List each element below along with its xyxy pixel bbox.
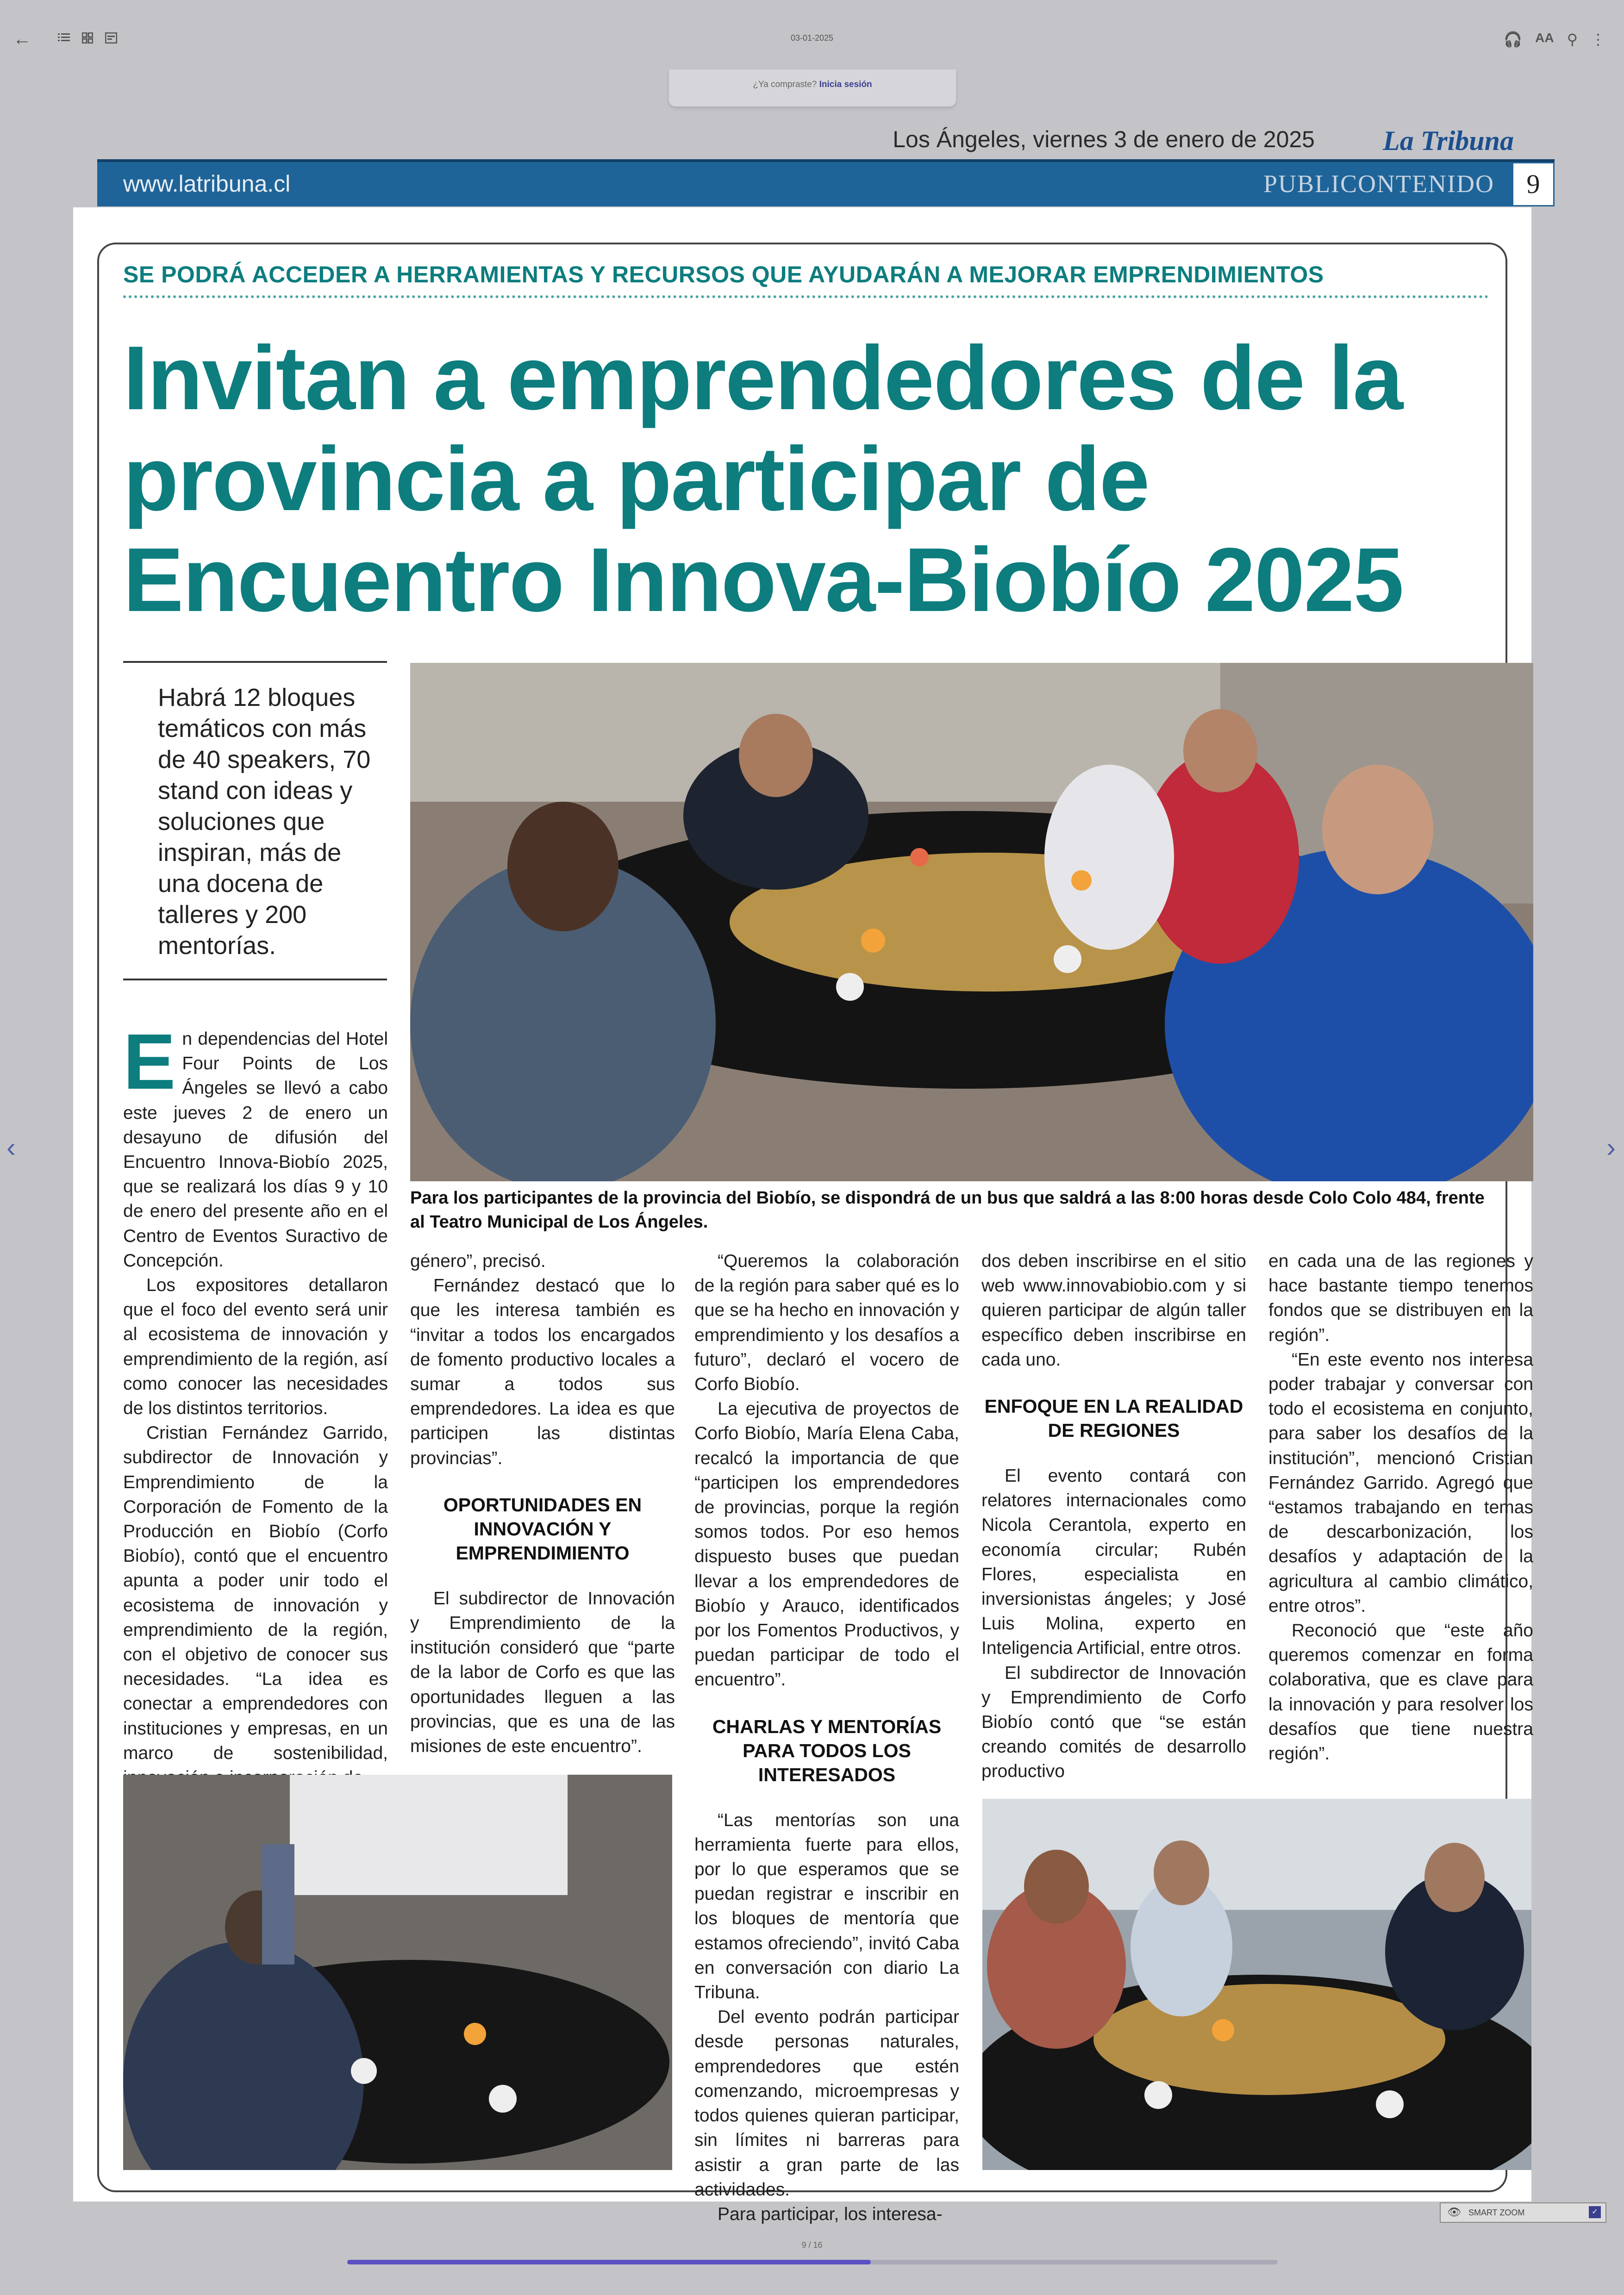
page-progress-bar[interactable]: [347, 2260, 1278, 2264]
article-column-3: [694, 1249, 959, 2226]
paragraph-text: n dependencias del Hotel Four Points de Los Ángeles se llevó a cabo este jueves 2 de enero un desayuno de difusión del Encuentro Innova-Biobío 2025, que se realizará los días 9 y 10 de enero del presente año en el Centro de Eventos Suractivo de Concepción.: [123, 1029, 388, 1271]
login-prompt: [669, 69, 956, 106]
search-icon[interactable]: ⚲: [1567, 31, 1578, 48]
site-url: www.latribuna.cl: [123, 171, 291, 197]
section-bar: [97, 159, 1555, 206]
edition-date: 03-01-2025: [790, 33, 834, 43]
paragraph: “Las mentorías son una herramienta fuerte para ellos, por lo que esperamos que se puedan registrar e inscribir en los bloques de mentoría que estamos ofreciendo”, invitó Caba en conversación con diario La Tribuna.: [694, 1810, 959, 2003]
photo-caption: Para los participantes de la provincia del Biobío, se dispondrá de un bus que saldrá a las 8:00 horas desde Colo Colo 484, frente al Teatro Municipal de Los Ángeles.: [410, 1188, 1485, 1232]
article-column-1: [123, 1018, 388, 1790]
paragraph: género”, precisó.: [410, 1251, 546, 1271]
newspaper-logo: La Tribuna: [1383, 125, 1514, 156]
paragraph: Del evento podrán participar desde personas naturales, emprendedores que estén comenzando, microempresas y todos quienes quieran participar, sin límites ni barreras para asistir a gran parte de las actividades.: [694, 2007, 959, 2200]
article-column-4: [981, 1249, 1246, 1784]
presentation-image: [123, 1775, 672, 2170]
masthead: [97, 121, 1555, 163]
more-options-icon[interactable]: ⋮: [1591, 31, 1605, 48]
page-progress-fill: [347, 2260, 871, 2264]
drop-cap: E: [123, 1018, 176, 1106]
page-number: 9: [1512, 162, 1555, 206]
paragraph: El evento contará con relatores internacionales como Nicola Cerantola, experto en economía circular; Rubén Flores, especialista en inversionistas ángeles; y José Luis Molina, experto en Inteligencia Artificial, entre otros.: [981, 1466, 1246, 1659]
smart-zoom-label: SMART ZOOM: [1468, 2208, 1525, 2217]
table-guests-image: [982, 1799, 1531, 2170]
pull-quote: Habrá 12 bloques temáticos con más de 40 speakers, 70 stand con ideas y soluciones que inspiran, más de una docena de talleres y 200 mentorías.: [123, 661, 387, 980]
masthead-date: Los Ángeles, viernes 3 de enero de 2025: [893, 126, 1315, 152]
article-column-2: [410, 1249, 675, 1759]
breakfast-meeting-image: [410, 663, 1533, 1181]
article-kicker: SE PODRÁ ACCEDER A HERRAMIENTAS Y RECURSOS QUE AYUDARÁN A MEJORAR EMPRENDIMIENTOS: [123, 261, 1489, 298]
arrow-left-icon[interactable]: ←: [13, 29, 31, 49]
smart-zoom-checkbox[interactable]: ✓: [1589, 2206, 1601, 2218]
page-counter: 9 / 16: [801, 2240, 823, 2250]
paragraph: El subdirector de Innovación y Emprendimiento de Corfo Biobío contó que “se están creando comités de desarrollo productivo: [981, 1663, 1246, 1782]
paragraph: La ejecutiva de proyectos de Corfo Biobío, María Elena Caba, recalcó la importancia de que “participen los emprendedores de provincias, porque la región somos todos. Por eso hemos dispuesto buses que puedan llevar a los emprendedores de Biobío y Arauco, identificados por los Fomentos Productivos, y puedan participar de todo el encuentro”.: [694, 1399, 959, 1690]
article-headline: Invitan a emprendedores de la provincia a participar de Encuentro Innova-Biobío 2025: [123, 327, 1403, 630]
paragraph: “Queremos la colaboración de la región para saber qué es lo que se ha hecho en innovación y emprendimiento y los desafíos a futuro”, declaró el vocero de Corfo Biobío.: [694, 1251, 959, 1395]
paragraph: “En este evento nos interesa poder trabajar y conversar con todo el ecosistema en conjunto, para saber los desafíos de la institución”, mencionó Cristian Fernández Garrido. Agregó que “estamos trabajando en temas de descarbonización, los desafíos y adaptación de la agricultura al cambio climático, entre otros”.: [1268, 1349, 1533, 1616]
text-size-icon[interactable]: AA: [1535, 31, 1554, 45]
paragraph: El subdirector de Innovación y Emprendimiento de la institución consideró que “parte de la labor de Corfo es que las oportunidades lleguen a las provincias, que es una de las misiones de este encuentro”.: [410, 1588, 675, 1757]
paragraph: [123, 1018, 388, 1273]
section-name: PUBLICONTENIDO: [1263, 170, 1494, 198]
eye-icon: 👁: [1447, 2206, 1462, 2219]
headphones-icon[interactable]: 🎧: [1504, 31, 1523, 48]
login-link[interactable]: Inicia sesión: [819, 80, 872, 89]
table-photo: [982, 1799, 1531, 2170]
smart-zoom-toggle[interactable]: [1440, 2202, 1606, 2223]
subheading-enfoque: ENFOQUE EN LA REALIDAD DE REGIONES: [984, 1396, 1243, 1441]
toolbar-actions: [1504, 31, 1605, 48]
subheading-oportunidades: OPORTUNIDADES EN INNOVACIÓN Y EMPRENDIMIENTO: [443, 1494, 642, 1564]
presentation-photo: [123, 1775, 672, 2170]
login-prompt-text: ¿Ya compraste?: [753, 80, 817, 89]
paragraph: Cristian Fernández Garrido, subdirector de Innovación y Emprendimiento de la Corporación de Fomento de la Producción en Biobío (Corfo Biobío), contó que el encuentro apunta a poder unir todo el ecosistema de innovación y emprendimiento de la región, con el objetivo de conocer sus necesidades. “La idea es conectar a emprendedores con instituciones y empresas, en un marco de sostenibilidad,: [123, 1423, 388, 1763]
chevron-right-icon[interactable]: ›: [1606, 1132, 1616, 1163]
paragraph: Fernández destacó que lo que les interesa también es “invitar a todos los encargados de fomento productivo locales a sumar a todos sus emprendedores. La idea es que participen las distintas provincias”.: [410, 1276, 675, 1468]
subheading-charlas: CHARLAS Y MENTORÍAS PARA TODOS LOS INTERESADOS: [712, 1715, 942, 1785]
paragraph: dos deben inscribirse en el sitio web www.innovabiobio.com y si quieren participar de algún taller específico deben inscribirse en cada uno.: [981, 1251, 1246, 1370]
paragraph: Reconoció que “este año queremos comenzar en forma colaborativa, que es clave para la innovación y para resolver los desafíos que tiene nuestra región”.: [1268, 1621, 1533, 1764]
article-column-5: [1268, 1249, 1533, 1766]
paragraph: Para participar, los interesa-: [718, 2204, 943, 2224]
chevron-left-icon[interactable]: ‹: [6, 1132, 16, 1163]
main-photo: [410, 663, 1533, 1181]
paragraph: Los expositores detallaron que el foco del evento será unir al ecosistema de innovación y emprendimiento de la región, así como conocer las necesidades de los distintos territorios.: [123, 1275, 388, 1419]
paragraph: en cada una de las regiones y hace bastante tiempo tenemos fondos que se distribuyen en la región”.: [1268, 1251, 1533, 1345]
